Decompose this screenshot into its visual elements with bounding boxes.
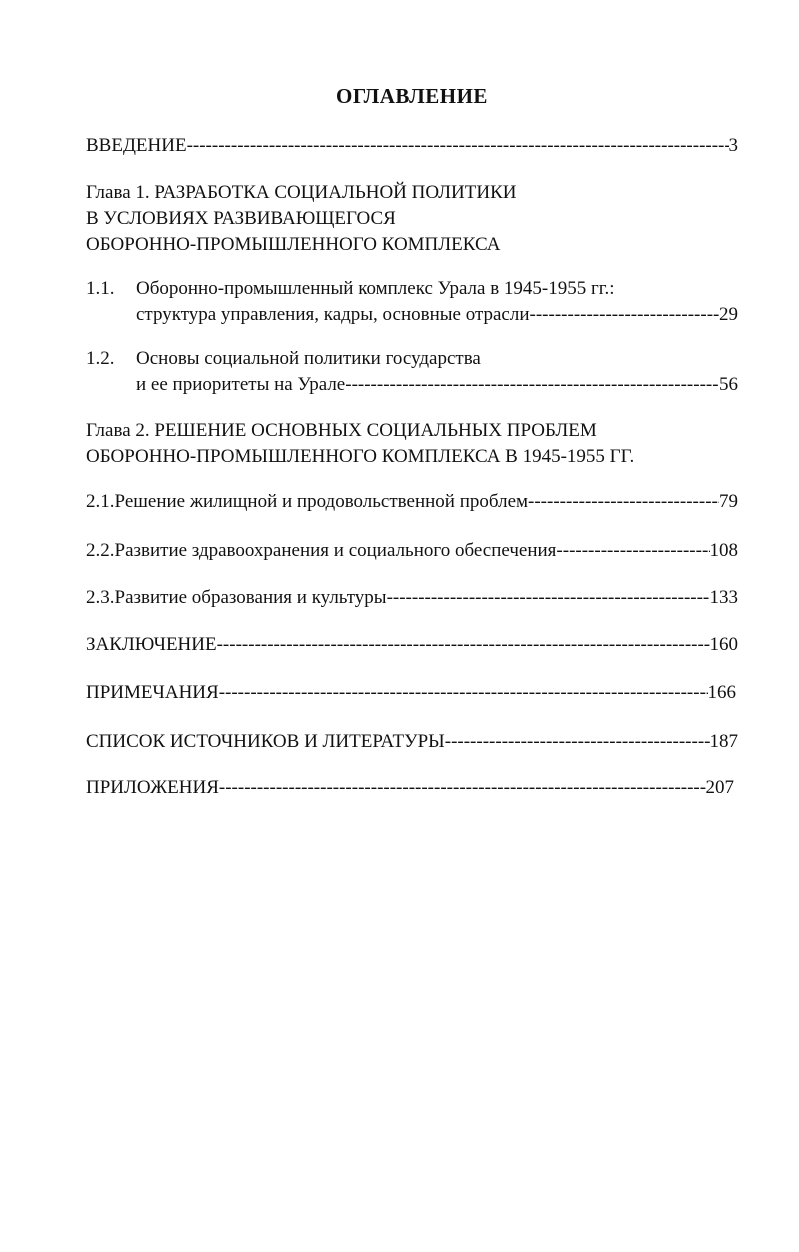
toc-entry-label: ПРИМЕЧАНИЯ [86, 682, 219, 703]
chapter-heading-line: Глава 2. РЕШЕНИЕ ОСНОВНЫХ СОЦИАЛЬНЫХ ПРОБЛЕМ [86, 420, 597, 441]
toc-entry-label: ПРИЛОЖЕНИЯ [86, 777, 219, 798]
toc-entry-section-1-1 [86, 276, 738, 328]
toc-entry-label: СПИСОК ИСТОЧНИКОВ И ЛИТЕРАТУРЫ [86, 731, 445, 752]
section-title-line: Решение жилищной и продовольственной проблем [114, 491, 529, 512]
toc-entry-intro [86, 133, 738, 159]
dot-leader [445, 729, 710, 755]
chapter-heading-line: ОБОРОННО-ПРОМЫШЛЕННОГО КОМПЛЕКСА В 1945-1955 ГГ. [86, 446, 635, 467]
toc-entry-label: ВВЕДЕНИЕ [86, 135, 187, 156]
dot-leader [345, 372, 719, 398]
chapter-heading-line: Глава 1. РАЗРАБОТКА СОЦИАЛЬНОЙ ПОЛИТИКИ [86, 182, 517, 203]
toc-page-number: 160 [709, 634, 738, 655]
toc-entry-label: ЗАКЛЮЧЕНИЕ [86, 634, 217, 655]
page-title: ОГЛАВЛЕНИЕ [336, 84, 488, 108]
section-number: 2.2. [86, 540, 115, 561]
toc-page-number: 79 [719, 491, 738, 512]
toc-page-number: 133 [709, 587, 738, 608]
toc-page-number: 108 [709, 540, 738, 561]
section-number: 1.2. [86, 348, 115, 369]
toc-entry-section-2-2 [86, 538, 738, 564]
toc-page-number: 166 [707, 682, 736, 703]
dot-leader [219, 775, 706, 801]
section-number: 2.1. [86, 491, 115, 512]
dot-leader [187, 133, 729, 159]
section-number: 2.3. [86, 587, 115, 608]
section-title-line: Основы социальной политики государства [136, 348, 481, 369]
toc-page-number: 187 [709, 731, 738, 752]
section-title-line: Развитие образования и культуры [114, 587, 387, 608]
toc-entry-conclusion [86, 632, 738, 658]
dot-leader [556, 538, 709, 564]
toc-page-number: 207 [705, 777, 734, 798]
dot-leader [528, 489, 719, 515]
toc-entry-section-2-1 [86, 489, 738, 515]
section-number: 1.1. [86, 278, 115, 299]
chapter-heading-line: ОБОРОННО-ПРОМЫШЛЕННОГО КОМПЛЕКСА [86, 234, 501, 255]
section-title-line: структура управления, кадры, основные отрасли [136, 304, 530, 325]
dot-leader [217, 632, 710, 658]
section-title-line: Развитие здравоохранения и социального обеспечения [114, 540, 557, 561]
dot-leader [219, 680, 708, 706]
toc-page-number: 56 [719, 374, 738, 395]
toc-entry-sources [86, 729, 738, 755]
section-title-line: и ее приоритеты на Урале [136, 374, 346, 395]
toc-entry-notes [86, 680, 736, 706]
chapter-heading-line: В УСЛОВИЯХ РАЗВИВАЮЩЕГОСЯ [86, 208, 396, 229]
chapter-2-heading [86, 418, 738, 470]
dot-leader [530, 302, 719, 328]
toc-entry-section-2-3 [86, 585, 738, 611]
toc-entry-section-1-2 [86, 346, 738, 398]
toc-page-number: 29 [719, 304, 738, 325]
toc-entry-appendices [86, 775, 734, 801]
toc-page-number: 3 [728, 135, 738, 156]
section-title-line: Оборонно-промышленный комплекс Урала в 1945-1955 гг.: [136, 278, 615, 299]
dot-leader [387, 585, 710, 611]
chapter-1-heading [86, 180, 738, 258]
